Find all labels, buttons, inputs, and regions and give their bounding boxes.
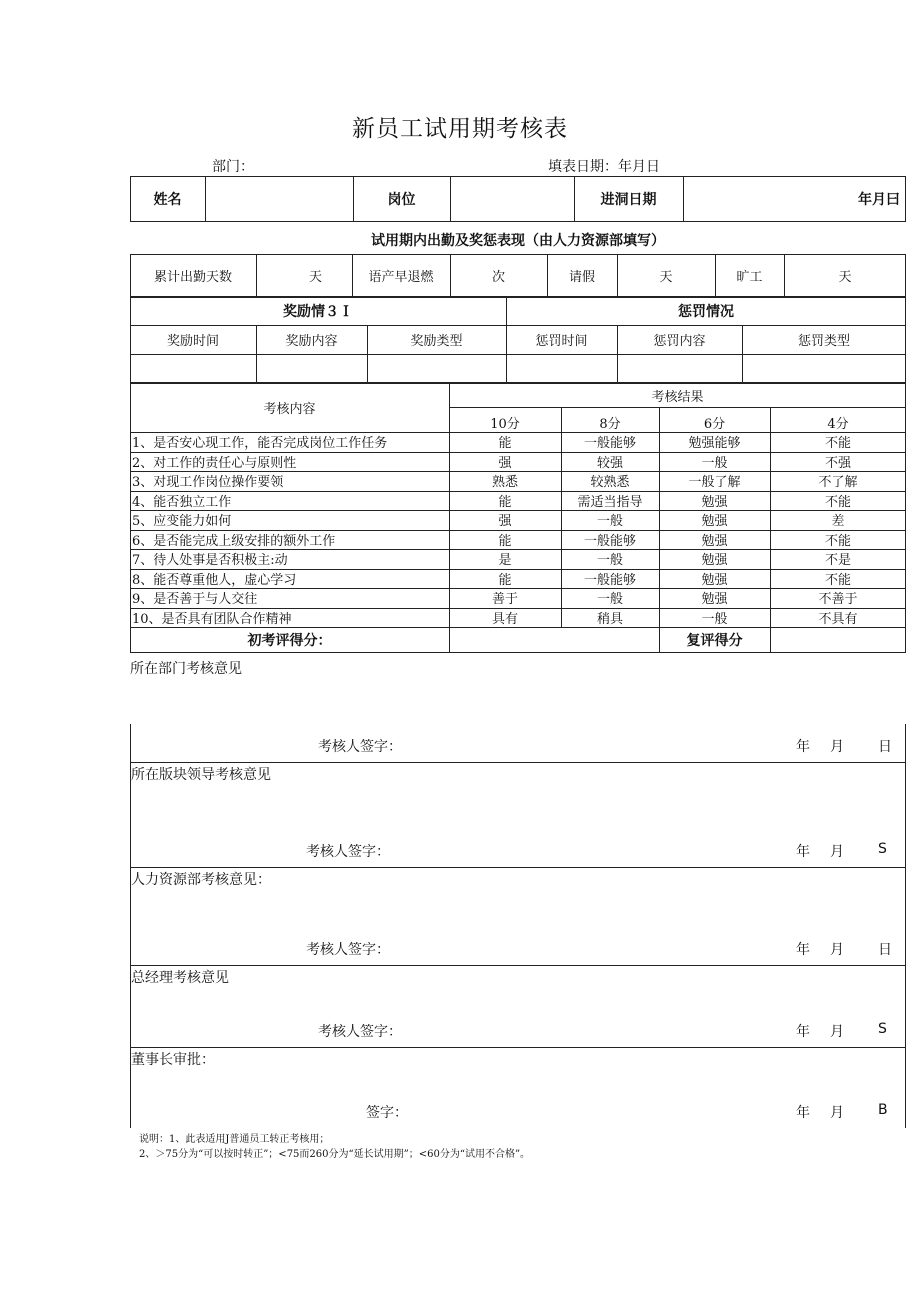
sign-day: S xyxy=(878,841,887,857)
assessment-option-s4[interactable]: 不是 xyxy=(824,553,851,569)
assessment-item: 1、是否安心现工作，能否完成岗位工作任务 xyxy=(132,436,388,452)
post-field[interactable] xyxy=(450,176,574,222)
note-line-1: 说明：1、此表适用J普通员工转正考核用； xyxy=(139,1134,330,1145)
assessment-item: 7、待人处事是否积极主:动 xyxy=(132,553,288,569)
sign-day: S xyxy=(878,1021,887,1037)
assessment-option-s10[interactable]: 能 xyxy=(498,533,512,549)
signature-label: 考核人签字： xyxy=(318,739,402,755)
assessment-option-s6[interactable]: 勉强 xyxy=(701,553,728,569)
signature-label: 考核人签字： xyxy=(306,844,390,860)
score-6-header: 6分 xyxy=(703,416,726,432)
assessment-option-s10[interactable]: 熟悉 xyxy=(491,475,518,491)
sign-month: 月 xyxy=(830,844,844,860)
sign-day: 日 xyxy=(878,942,892,958)
reward-section-title: 奖励情３Ｉ xyxy=(283,304,353,320)
assessment-option-s10[interactable]: 善于 xyxy=(491,592,518,608)
assessment-option-s6[interactable]: 一般 xyxy=(701,611,728,627)
sign-year: 年 xyxy=(796,942,810,958)
assessment-option-s8[interactable]: 稍具 xyxy=(596,611,623,627)
assessment-option-s8[interactable]: 一般能够 xyxy=(583,572,636,588)
absence-label: 旷工 xyxy=(736,270,763,285)
dept-opinion-label: 所在部门考核意见 xyxy=(130,661,242,677)
opinion-label: 所在版块领导考核意见 xyxy=(131,767,271,783)
penalty-type-field[interactable] xyxy=(742,354,906,383)
assessment-item: 10、是否具有团队合作精神 xyxy=(132,611,292,627)
assessment-option-s6[interactable]: 勉强 xyxy=(701,533,728,549)
penalty-section-title: 惩罚情况 xyxy=(678,304,734,320)
assessment-option-s8[interactable]: 一般能够 xyxy=(583,533,636,549)
department-label: 部门： xyxy=(212,159,254,175)
assessment-option-s4[interactable]: 不善于 xyxy=(818,592,858,608)
assessment-option-s8[interactable]: 一般 xyxy=(596,514,623,530)
attendance-days-unit[interactable]: 天 xyxy=(308,270,322,285)
sign-year: 年 xyxy=(796,1105,810,1121)
signature-label: 签字： xyxy=(366,1105,408,1121)
score-4-header: 4分 xyxy=(827,416,849,432)
assessment-result-header: 考核结果 xyxy=(651,389,704,405)
assessment-option-s4[interactable]: 不能 xyxy=(824,572,851,588)
assessment-item: 9、是否善于与人交往 xyxy=(132,592,258,608)
assessment-item: 3、对现工作岗位操作要领 xyxy=(132,475,284,491)
assessment-option-s8[interactable]: 一般 xyxy=(596,553,623,569)
sign-month: 月 xyxy=(830,1105,844,1121)
assessment-option-s10[interactable]: 能 xyxy=(498,494,512,510)
assessment-item: 5、应变能力如何 xyxy=(132,514,232,530)
post-label: 岗位 xyxy=(387,192,416,208)
reward-content-field[interactable] xyxy=(256,354,367,383)
entry-date-label: 进洞日期 xyxy=(600,192,657,208)
assessment-item: 8、能否尊重他人，虚心学习 xyxy=(132,572,297,588)
initial-score-field[interactable] xyxy=(449,627,659,653)
page-title: 新员工试用期考核表 xyxy=(352,116,568,142)
late-leave-label: 语产早退燃 xyxy=(368,270,434,285)
assessment-option-s6[interactable]: 一般了解 xyxy=(688,475,741,491)
assessment-option-s6[interactable]: 勉强 xyxy=(701,572,728,588)
assessment-option-s8[interactable]: 较强 xyxy=(596,455,623,471)
penalty-content-field[interactable] xyxy=(617,354,742,383)
penalty-content-header: 惩罚内容 xyxy=(653,334,706,349)
assessment-option-s8[interactable]: 需适当指导 xyxy=(577,494,643,510)
sign-day: B xyxy=(878,1102,888,1118)
assessment-option-s4[interactable]: 不强 xyxy=(824,455,851,471)
assessment-option-s8[interactable]: 一般能够 xyxy=(583,436,636,452)
attendance-days-label: 累计出勤天数 xyxy=(153,270,232,285)
assessment-option-s6[interactable]: 勉强 xyxy=(701,592,728,608)
review-score-field[interactable] xyxy=(770,627,906,653)
assessment-option-s10[interactable]: 能 xyxy=(498,436,512,452)
late-leave-unit[interactable]: 次 xyxy=(491,270,505,285)
score-8-header: 8分 xyxy=(599,416,621,432)
assessment-item: 2、对工作的责任心与原则性 xyxy=(132,455,297,471)
assessment-option-s10[interactable]: 强 xyxy=(498,514,512,530)
reward-type-field[interactable] xyxy=(367,354,506,383)
assessment-option-s10[interactable]: 能 xyxy=(498,572,512,588)
assessment-option-s6[interactable]: 勉强能够 xyxy=(688,436,741,452)
assessment-option-s8[interactable]: 较熟悉 xyxy=(590,475,630,491)
sign-month: 月 xyxy=(830,739,844,755)
assessment-option-s4[interactable]: 不具有 xyxy=(818,611,858,627)
name-field[interactable] xyxy=(205,176,353,222)
assessment-option-s6[interactable]: 勉强 xyxy=(701,514,728,530)
sign-year: 年 xyxy=(796,739,810,755)
penalty-time-header: 惩罚时间 xyxy=(535,334,588,349)
sign-month: 月 xyxy=(830,1024,844,1040)
assessment-option-s6[interactable]: 勉强 xyxy=(701,494,728,510)
assessment-option-s4[interactable]: 不能 xyxy=(824,494,851,510)
assessment-option-s10[interactable]: 是 xyxy=(498,553,512,569)
note-line-2: 2、＞75分为“可以按时转正”；<75而260分为“延长试用期”；<60分为“试用不合格”。 xyxy=(139,1149,531,1160)
reward-time-field[interactable] xyxy=(130,354,256,383)
assessment-item: 4、能否独立工作 xyxy=(132,494,232,510)
signature-label: 考核人签字： xyxy=(306,942,390,958)
opinion-label: 总经理考核意见 xyxy=(131,970,229,986)
penalty-type-header: 惩罚类型 xyxy=(797,334,850,349)
assessment-option-s10[interactable]: 强 xyxy=(498,455,512,471)
reward-content-header: 奖励内容 xyxy=(285,334,338,349)
assessment-option-s4[interactable]: 不了解 xyxy=(818,475,858,491)
reward-type-header: 奖励类型 xyxy=(410,334,463,349)
absence-unit[interactable]: 天 xyxy=(838,270,852,285)
reward-time-header: 奖励时间 xyxy=(166,334,219,349)
name-label: 姓名 xyxy=(153,192,182,208)
penalty-time-field[interactable] xyxy=(506,354,617,383)
review-score-label: 复评得分 xyxy=(686,633,743,649)
fill-date-label: 填表日期：年月日 xyxy=(548,159,660,175)
initial-score-label: 初考评得分： xyxy=(247,633,332,649)
sign-year: 年 xyxy=(796,1024,810,1040)
assessment-option-s4[interactable]: 不能 xyxy=(824,436,851,452)
signature-label: 考核人签字： xyxy=(318,1024,402,1040)
assessment-item: 6、是否能完成上级安排的额外工作 xyxy=(132,533,336,549)
opinion-label: 人力资源部考核意见： xyxy=(131,872,271,888)
sign-day: 日 xyxy=(878,739,892,755)
assessment-option-s8[interactable]: 一般 xyxy=(596,592,623,608)
entry-date-field[interactable]: 年月曰 xyxy=(858,192,900,208)
assessment-option-s6[interactable]: 一般 xyxy=(701,455,728,471)
assessment-content-header: 考核内容 xyxy=(263,402,316,417)
sign-month: 月 xyxy=(830,942,844,958)
assessment-option-s10[interactable]: 具有 xyxy=(491,611,518,627)
score-10-header: 10分 xyxy=(490,416,520,432)
attendance-section-title: 试用期内出勤及奖惩表现（由人力资源部填写） xyxy=(371,233,665,249)
opinion-label: 董事长审批： xyxy=(131,1052,215,1068)
assessment-option-s4[interactable]: 差 xyxy=(831,514,845,530)
sign-year: 年 xyxy=(796,844,810,860)
assessment-option-s4[interactable]: 不能 xyxy=(824,533,851,549)
personal-leave-label: 请假 xyxy=(568,270,595,285)
personal-leave-unit[interactable]: 天 xyxy=(659,270,673,285)
